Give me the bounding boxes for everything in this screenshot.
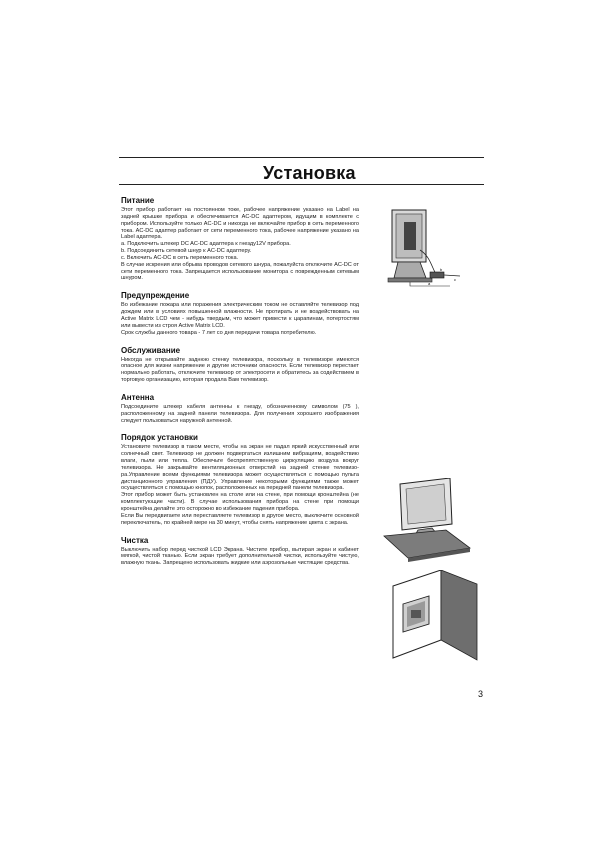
section-installation <box>121 433 359 526</box>
section-service <box>121 346 359 384</box>
section-warning <box>121 291 359 336</box>
label-c: c <box>454 277 456 282</box>
section-body: Установите телевизор в таком месте, чтобы на экран не падал яркий искусственный или солнечный свет. Телевизор не должен подвергаться излишним вибрациям, воздействию влаги, пыли или тепла. Обеспечьте беспрепятственную циркуляцию воздуха вокруг телевизора. Не закрывайте вентиляционных отверстий на задней стенке телевизо-ра.Управление всеми функциями телевизора может осуществляться с помощью пульта дистанционного управления (ПДУ). Управление некоторыми функциями также может осуществляться с помощью кнопок, расположенных на передней панели телевизора. Этот прибор может быть установлен на столе или на стене, при помощи кронштейна (не комплектующие части). В случае использования прибора на стене при помощи кронштейна делайте это осторожно во избежание падения прибора. Если Вы передвигаете или переставляете телевизор в другое место, выключите основной переключатель, по крайней мере на 30 минут, чтобы снять напряжение цвета с экрана. <box>121 444 359 526</box>
section-power <box>121 196 359 282</box>
title-rule-top <box>119 157 484 158</box>
title-rule-bottom <box>119 184 484 185</box>
wall-mount-illustration <box>385 570 481 666</box>
page-title: Установка <box>263 163 356 183</box>
section-body: Подсоедините штекер кабеля антенны к гнезду, обозначенному символом (75 ), расположенному на задней панели телевизора. Для получения хорошего изображения следует пользоваться наружной антенной. <box>121 403 359 424</box>
section-body: Во избежание пожара или поражения электрическим током не оставляйте телевизор под дождем или в условиях повышенной влажности. Не протирать и не воздействовать на Active Matrix LCD чем - нибудь твердым, что может привести к царапинам, потертостям или вывести из строя Active Matrix LCD. Срок службы данного товара - 7 лет со дня передачи товара потребителю. <box>121 302 359 336</box>
section-body: Выключить набор перед чисткой LCD Экрана. Чистите прибор, вытирая экран и кабинет мягкой, чистой тканью. Если экран требует дополнительной чистки, используйте чистую, влажную ткань. Запрещено использовать жидкие или аэрозольные чистящие средства. <box>121 546 359 567</box>
page-number: 3 <box>478 689 484 699</box>
section-body: Никогда не открывайте заднюю стенку телевизора, поскольку в телевизоре имеются опасное для жизни напряжение и другие источники опасности. Если телевизор перестает нормально работать, отключите телевизор от электросети и обратитесь за содействием в торговую организацию, которая продала Вам телевизор. <box>121 356 359 384</box>
section-heading: Обслуживание <box>121 345 181 355</box>
section-antenna <box>121 393 359 425</box>
section-heading: Антенна <box>121 392 155 402</box>
section-heading: Чистка <box>121 535 149 545</box>
content-column <box>121 196 359 576</box>
section-heading: Предупреждение <box>121 291 190 301</box>
label-b: b <box>440 267 443 272</box>
desk-stand-illustration <box>380 478 476 562</box>
adapter-connection-illustration <box>380 206 466 292</box>
section-body: Этот прибор работает на постоянном токе, рабочее напряжение указано на Label на задней крышке прибора и обеспечивается AC-DC адаптером, идущим в комплекте с прибором. Используйте только AC-DC и никогда не включайте прибор в сеть переменного тока. AC-DC адаптер работает от сети переменного тока, рабочее напряжение указано на Label адаптера. a. Подключить штекер DC AC-DC адаптера к гнезду12V прибора. b. Подсоединить сетевой шнур к AC-DC адаптеру. c. Включить AC-DC в сеть переменного тока. В случае искрения или обрыва проводов сетевого шнура, пожалуйста отключите AC-DC от сети переменного тока. Запрещается использование монитора с поврежденным сетевым шнуром. <box>121 207 359 282</box>
section-heading: Порядок установки <box>121 433 198 443</box>
section-heading: Питание <box>121 196 155 205</box>
label-a: a <box>428 281 431 286</box>
section-cleaning <box>121 536 359 568</box>
